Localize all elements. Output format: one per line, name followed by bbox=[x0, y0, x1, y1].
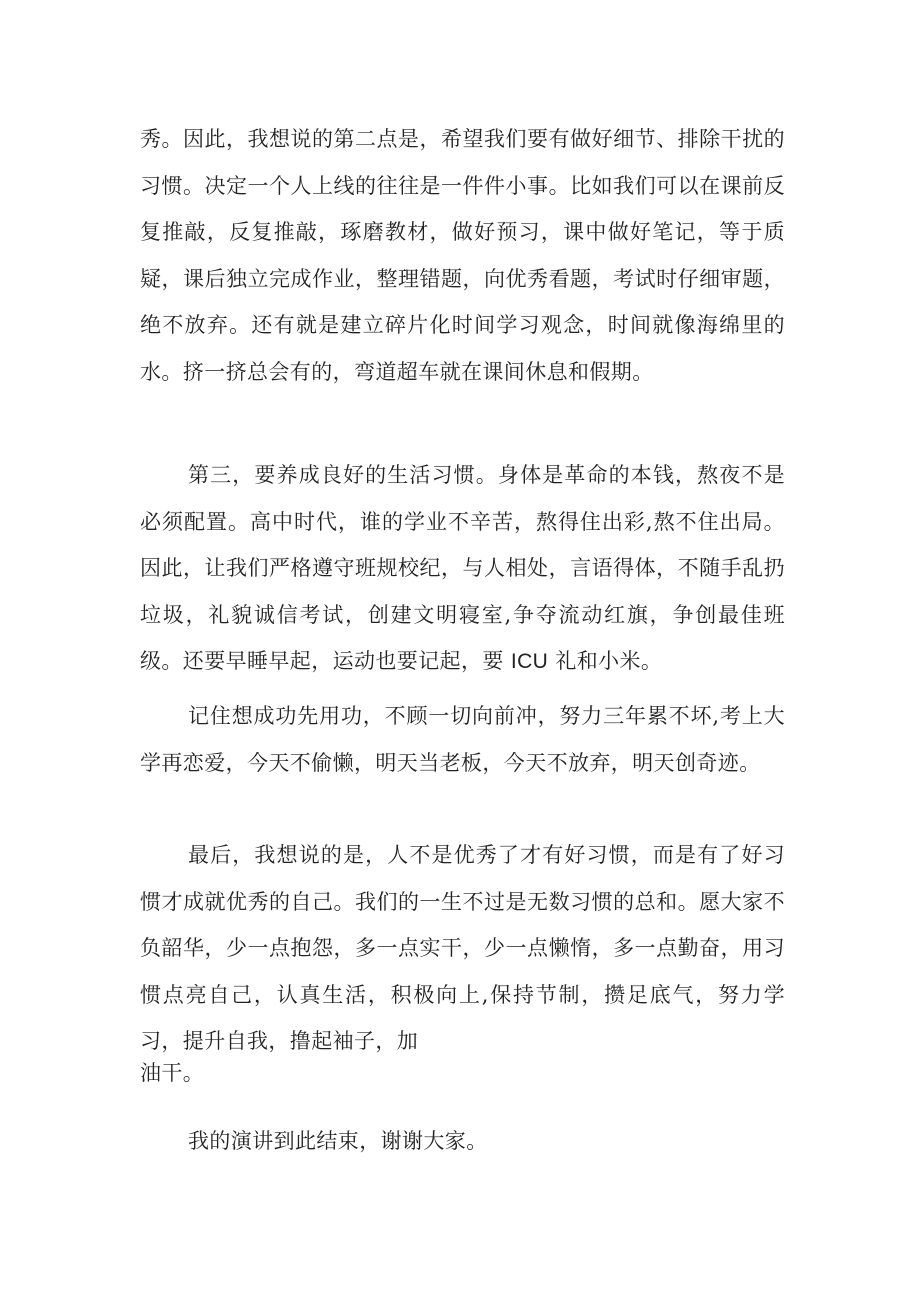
paragraph-study-habits bbox=[140, 116, 785, 395]
paragraph-text: 最后，我想说的是，人不是优秀了才有好习惯，而是有了好习惯才成就优秀的自己。我们的一生不过是无数习惯的总和。愿大家不负韶华，少一点抱怨，多一点实干，少一点懒惰，多一点勤奋，用习惯点亮自己，认真生活，积极向上,保持节制，攒足底气，努力学习，提升自我，撸起袖子，加 bbox=[140, 843, 785, 1053]
paragraph-life-habits bbox=[140, 452, 785, 686]
paragraph-conclusion-tail bbox=[140, 1053, 785, 1093]
paragraph-closing bbox=[140, 1121, 785, 1161]
paragraph-text-part: 第三，要养成良好的生活习惯。身体是革命的本钱，熬夜不是必须配置。高中时代，谁的学业不辛苦，熬得住出彩,熬不住出局。因此，让我们严格遵守班规校纪，与人相处，言语得体，不随手乱扔垃圾，礼貌诚信考试，创建文明寝室,争夺流动红旗，争创最佳班级。还要早睡早起，运动也要记起，要 bbox=[140, 463, 785, 673]
paragraph-text bbox=[140, 452, 785, 686]
paragraph-text: 油干。 bbox=[140, 1061, 205, 1085]
paragraph-conclusion bbox=[140, 832, 785, 1065]
latin-abbreviation: ICU bbox=[510, 650, 549, 673]
paragraph-text-part: 礼和小米。 bbox=[548, 649, 663, 673]
paragraph-text: 记住想成功先用功，不顾一切向前冲，努力三年累不坏,考上大学再恋爱，今天不偷懒，明天当老板，今天不放弃，明天创奇迹。 bbox=[140, 704, 785, 775]
paragraph-text: 秀。因此，我想说的第二点是，希望我们要有做好细节、排除干扰的习惯。决定一个人上线的往往是一件件小事。比如我们可以在课前反复推敲，反复推敲，琢磨教材，做好预习，课中做好笔记，等于质疑，课后独立完成作业，整理错题，向优秀看题，考试时仔细审题，绝不放弃。还有就是建立碎片化时间学习观念，时间就像海绵里的水。挤一挤总会有的，弯道超车就在课间休息和假期。 bbox=[140, 127, 785, 384]
paragraph-slogan bbox=[140, 693, 785, 786]
paragraph-text: 我的演讲到此结束，谢谢大家。 bbox=[188, 1129, 488, 1153]
